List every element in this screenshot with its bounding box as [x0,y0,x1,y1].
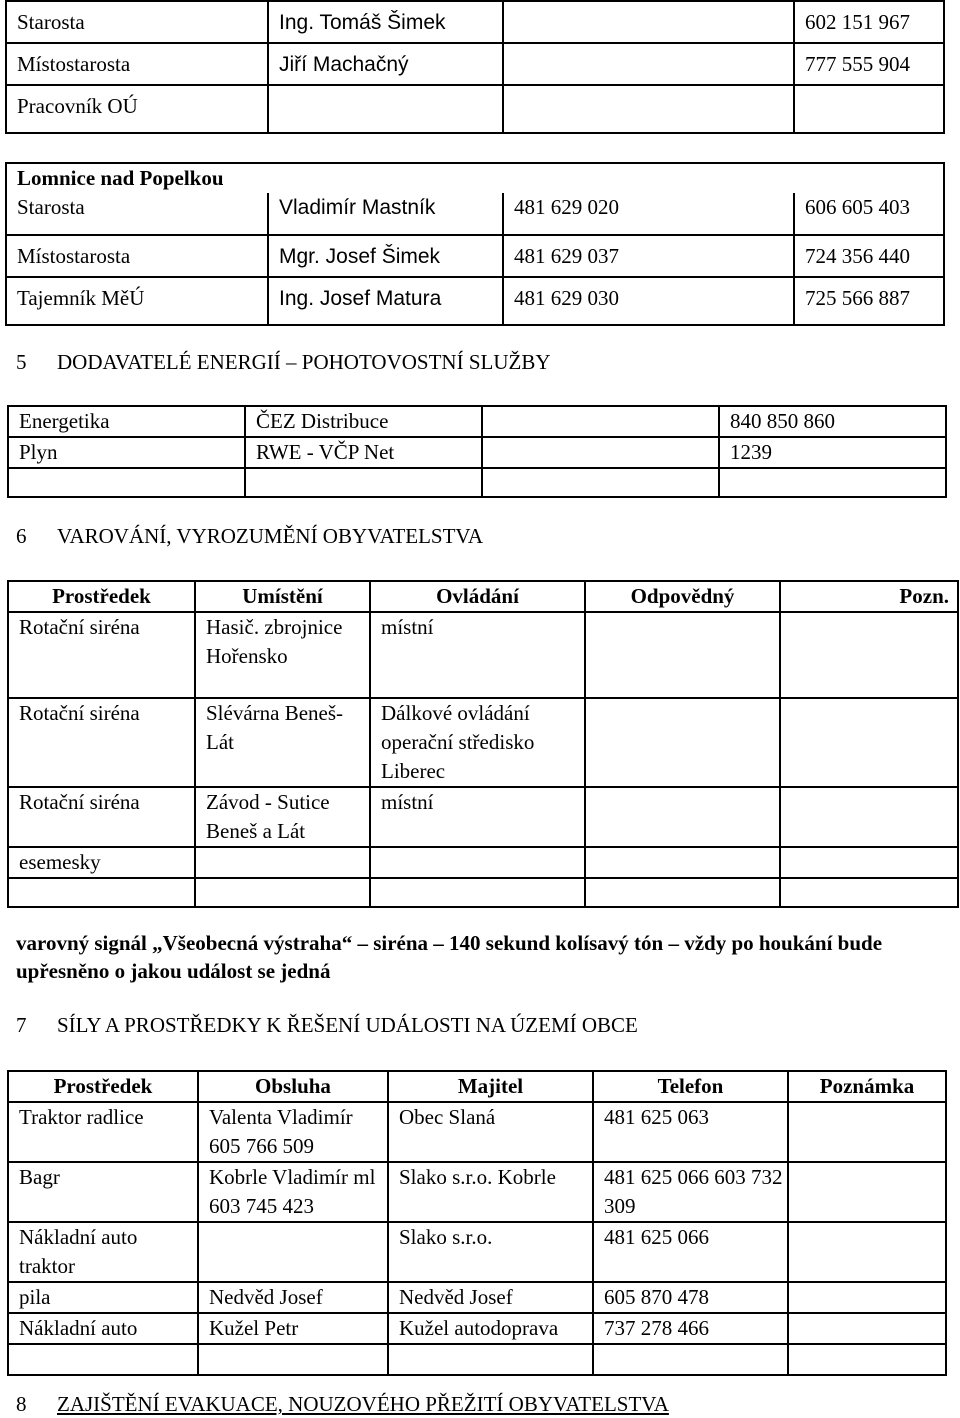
table-cell: Starosta [6,193,268,235]
table-cell: 481 629 030 [503,277,794,325]
empty-cell [245,468,482,497]
empty-cell [788,1313,946,1344]
table-cell: Telefon [593,1071,788,1102]
section-7-heading: 7 SÍLY A PROSTŘEDKY K ŘEŠENÍ UDÁLOSTI NA ÚZEMÍ OBCE [16,1013,638,1037]
table-row [8,1344,946,1375]
table-cell: Energetika [8,406,245,437]
table-cell: 481 629 020 [503,193,794,235]
table-cell: místní [370,612,585,698]
empty-cell [482,468,719,497]
empty-cell [788,1282,946,1313]
table-row [8,787,958,847]
table-cell: Ing. Tomáš Šimek [268,1,503,43]
table-cell: Mgr. Josef Šimek [268,235,503,277]
table-row [6,43,944,85]
table-row [8,612,958,698]
table-cell: Místostarosta [6,235,268,277]
resources-table [7,1070,947,1376]
table-cell: Nedvěd Josef [388,1282,593,1313]
empty-cell [780,787,958,847]
table-cell: místní [370,787,585,847]
empty-cell [585,612,780,698]
section-8-heading: 8 ZAJIŠTĚNÍ EVAKUACE, NOUZOVÉHO PŘEŽITÍ OBYVATELSTVA [16,1392,669,1416]
table-row [8,878,958,907]
table-cell: Hasič. zbrojnice Hořensko [195,612,370,698]
table-cell: Plyn [8,437,245,468]
table-cell: 737 278 466 [593,1313,788,1344]
table-cell: Nákladní auto traktor [8,1222,198,1282]
table-cell: Rotační siréna [8,698,195,787]
table-row [8,1162,946,1222]
empty-cell [370,878,585,907]
table-cell: 725 566 887 [794,277,944,325]
table-cell: Nedvěd Josef [198,1282,388,1313]
table-row [8,1222,946,1282]
table-row [8,437,946,468]
empty-cell [585,787,780,847]
empty-cell [503,1,794,43]
table-row [6,1,944,43]
warning-signal-note: varovný signál „Všeobecná výstraha“ – siréna – 140 sekund kolísavý tón – vždy po houkání bude upřesněno o jakou událost se jedná [16,931,883,983]
empty-cell [593,1344,788,1375]
lomnice-title: Lomnice nad Popelkou [6,163,944,193]
energy-suppliers-table [7,405,947,498]
empty-cell [585,847,780,878]
empty-cell [780,612,958,698]
empty-cell [195,847,370,878]
table-cell: Tajemník MěÚ [6,277,268,325]
empty-cell [8,1344,198,1375]
empty-cell [503,43,794,85]
empty-cell [8,468,245,497]
table-row [6,235,944,277]
section-6-heading: 6 VAROVÁNÍ, VYROZUMĚNÍ OBYVATELSTVA [16,524,484,548]
table-cell: RWE - VČP Net [245,437,482,468]
empty-cell [268,85,503,133]
warning-table [7,580,959,908]
empty-cell [788,1162,946,1222]
empty-cell [482,437,719,468]
table-cell: 724 356 440 [794,235,944,277]
table-cell: Slako s.r.o. Kobrle [388,1162,593,1222]
table-cell: Dálkové ovládání operační středisko Liberec [370,698,585,787]
empty-cell [195,878,370,907]
table-cell: Slévárna Beneš-Lát [195,698,370,787]
table-row [6,163,944,193]
table-cell: Bagr [8,1162,198,1222]
table-cell: Jiří Machačný [268,43,503,85]
table-cell: Místostarosta [6,43,268,85]
table-cell: Poznámka [788,1071,946,1102]
table-cell: ČEZ Distribuce [245,406,482,437]
table-cell: Obsluha [198,1071,388,1102]
table-cell: Kužel Petr [198,1313,388,1344]
empty-cell [388,1344,593,1375]
empty-cell [788,1102,946,1162]
table-row [8,1102,946,1162]
table-cell: Pracovník OÚ [6,85,268,133]
table-cell: Závod - Sutice Beneš a Lát [195,787,370,847]
table-row [8,468,946,497]
table-cell: pila [8,1282,198,1313]
empty-cell [482,406,719,437]
table-cell: Kobrle Vladimír ml 603 745 423 [198,1162,388,1222]
table-row [6,85,944,133]
empty-cell [585,698,780,787]
table-cell: Nákladní auto [8,1313,198,1344]
table-cell: Pozn. [780,581,958,612]
table-cell: 605 870 478 [593,1282,788,1313]
table-cell: Odpovědný [585,581,780,612]
table-cell: Obec Slaná [388,1102,593,1162]
table-cell: Traktor radlice [8,1102,198,1162]
table-cell: Kužel autodoprava [388,1313,593,1344]
table-cell: 1239 [719,437,946,468]
table-cell: Slako s.r.o. [388,1222,593,1282]
table-cell: 481 629 037 [503,235,794,277]
empty-cell [794,85,944,133]
table-cell: Prostředek [8,1071,198,1102]
empty-cell [370,847,585,878]
table-cell: Starosta [6,1,268,43]
table-cell: Vladimír Mastník [268,193,503,235]
table-cell: 602 151 967 [794,1,944,43]
empty-cell [198,1222,388,1282]
table-row [8,847,958,878]
table-cell: Majitel [388,1071,593,1102]
empty-cell [780,698,958,787]
table-header-row [8,581,958,612]
table-cell: Valenta Vladimír 605 766 509 [198,1102,388,1162]
empty-cell [503,85,794,133]
empty-cell [198,1344,388,1375]
table-cell: 481 625 066 [593,1222,788,1282]
table-row [6,277,944,325]
lomnice-table [5,162,945,326]
table-cell: 481 625 066 603 732 309 [593,1162,788,1222]
empty-cell [780,878,958,907]
table-row [8,698,958,787]
table-cell: Rotační siréna [8,787,195,847]
empty-cell [719,468,946,497]
table-cell: Prostředek [8,581,195,612]
empty-cell [780,847,958,878]
empty-cell [585,878,780,907]
table-row [8,406,946,437]
table-cell: 606 605 403 [794,193,944,235]
empty-cell [8,878,195,907]
section-5-heading: 5 DODAVATELÉ ENERGIÍ – POHOTOVOSTNÍ SLUŽBY [16,350,551,374]
table-row [6,193,944,235]
table-cell: 481 625 063 [593,1102,788,1162]
table-cell: Rotační siréna [8,612,195,698]
contacts-table-1 [5,0,945,134]
table-row [8,1282,946,1313]
table-header-row [8,1071,946,1102]
table-cell: Ovládání [370,581,585,612]
empty-cell [788,1222,946,1282]
table-row [8,1313,946,1344]
table-cell: 840 850 860 [719,406,946,437]
table-cell: Umístění [195,581,370,612]
table-cell: 777 555 904 [794,43,944,85]
empty-cell [788,1344,946,1375]
table-cell: Ing. Josef Matura [268,277,503,325]
table-cell: esemesky [8,847,195,878]
